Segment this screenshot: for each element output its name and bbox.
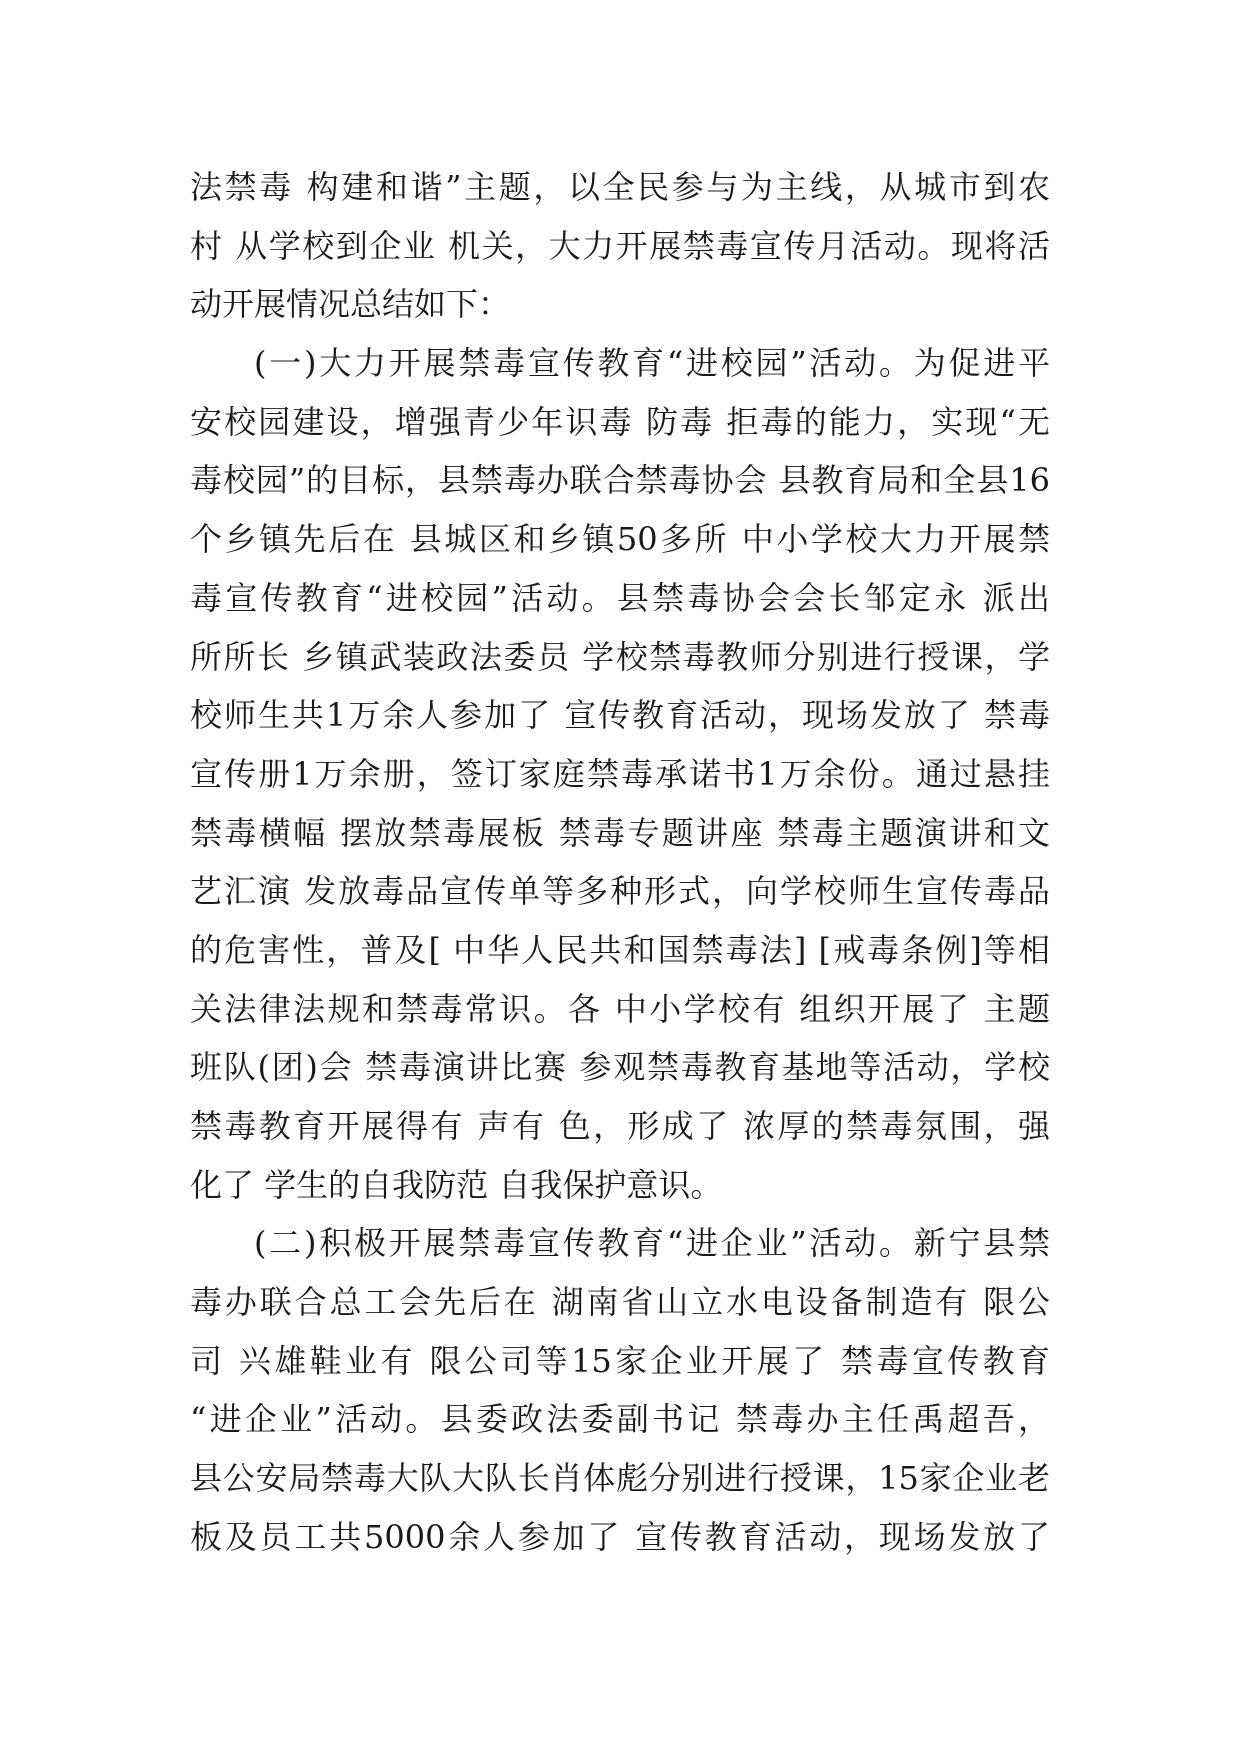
text-line: 毒校园”的目标，县禁毒办联合禁毒协会 县教育局和全县16: [190, 461, 1050, 500]
document-body: [190, 158, 1050, 1567]
text-line: (一)大力开展禁毒宣传教育“进校园”活动。为促进平: [254, 344, 1050, 383]
text-line: 个乡镇先后在 县城区和乡镇50多所 中小学校大力开展禁: [190, 520, 1050, 559]
text-line: 艺汇演 发放毒品宣传单等多种形式，向学校师生宣传毒品: [190, 872, 1050, 911]
text-line: 司 兴雄鞋业有 限公司等15家企业开展了 禁毒宣传教育: [190, 1341, 1050, 1380]
text-line: 县公安局禁毒大队大队长肖体彪分别进行授课，15家企业老: [190, 1459, 1050, 1498]
text-line: 关法律法规和禁毒常识。各 中小学校有 组织开展了 主题: [190, 989, 1050, 1028]
text-line: 禁毒教育开展得有 声有 色，形成了 浓厚的禁毒氛围，强: [190, 1107, 1050, 1145]
text-line: 校师生共1万余人参加了 宣传教育活动，现场发放了 禁毒: [190, 696, 1050, 735]
text-line: 法禁毒 构建和谐”主题，以全民参与为主线，从城市到农: [190, 168, 1050, 206]
text-line: 所所长 乡镇武装政法委员 学校禁毒教师分别进行授课，学: [190, 637, 1050, 676]
text-line: (二)积极开展禁毒宣传教育“进企业”活动。新宁县禁: [254, 1224, 1050, 1263]
text-line: 板及员工共5000余人参加了 宣传教育活动，现场发放了: [190, 1517, 1050, 1556]
text-line: 村 从学校到企业 机关，大力开展禁毒宣传月活动。现将活: [190, 226, 1050, 265]
text-line: 的危害性，普及[ 中华人民共和国禁毒法] [戒毒条例]等相: [190, 930, 1050, 969]
text-line: 动开展情况总结如下：: [190, 285, 511, 324]
text-line: “进企业”活动。县委政法委副书记 禁毒办主任禹超吾，: [190, 1400, 1050, 1439]
text-line: 班队(团)会 禁毒演讲比赛 参观禁毒教育基地等活动，学校: [190, 1048, 1050, 1087]
text-line: 禁毒横幅 摆放禁毒展板 禁毒专题讲座 禁毒主题演讲和文: [190, 813, 1050, 852]
text-line: 毒办联合总工会先后在 湖南省山立水电设备制造有 限公: [190, 1283, 1050, 1322]
text-line: 宣传册1万余册，签订家庭禁毒承诺书1万余份。通过悬挂: [190, 754, 1050, 793]
text-line: 安校园建设，增强青少年识毒 防毒 拒毒的能力，实现“无: [190, 402, 1050, 441]
text-line: 化了 学生的自我防范 自我保护意识。: [190, 1165, 723, 1204]
text-line: 毒宣传教育“进校园”活动。县禁毒协会会长邹定永 派出: [190, 578, 1050, 617]
